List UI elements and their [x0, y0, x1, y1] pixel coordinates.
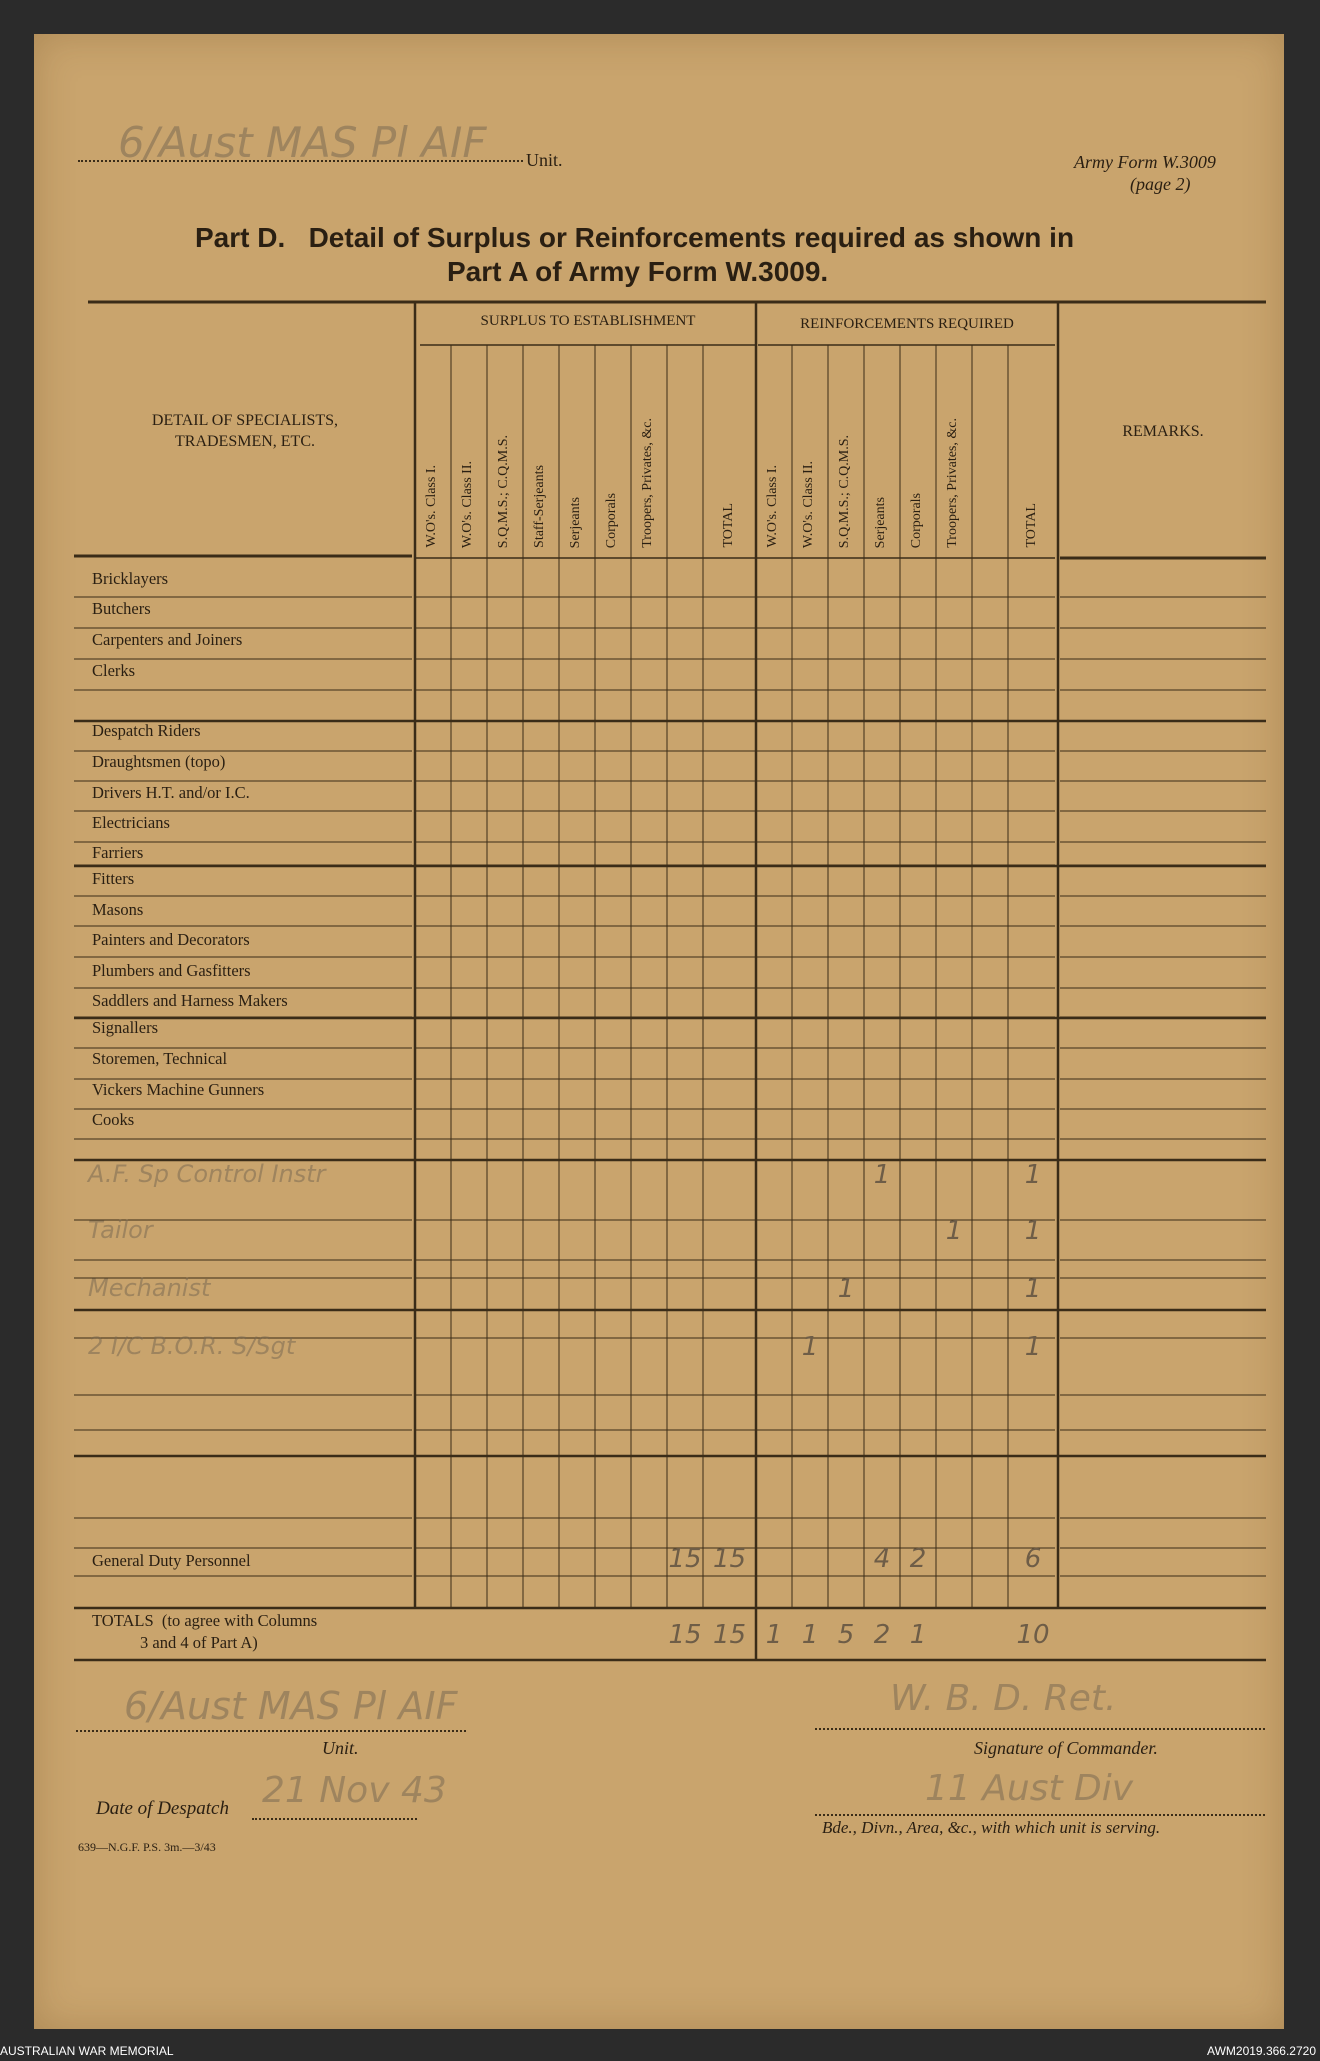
formation-label: Bde., Divn., Area, &c., with which unit is serving. [822, 1818, 1161, 1837]
cell-value-r-serjeants: 1 [873, 1160, 891, 1190]
print-code: 639—N.G.F. P.S. 3m.—3/43 [78, 1840, 216, 1854]
archive-left-caption: AUSTRALIAN WAR MEMORIAL [0, 2044, 174, 2058]
reinforcement-col-header: Troopers, Privates, &c. [945, 418, 960, 548]
cell-value-r-total: 1 [1024, 1274, 1042, 1304]
reinforcement-col-header: W.O's. Class I. [765, 465, 780, 548]
cell-value-r-total: 1 [1024, 1160, 1042, 1190]
archive-right-caption: AWM2019.366.2720 [1207, 2044, 1316, 2058]
row-label: Butchers [92, 599, 151, 618]
footer-unit-label: Unit. [322, 1738, 359, 1758]
surplus-col-header: Staff-Serjeants [532, 465, 547, 548]
cell-value-s-troopers: 15 [668, 1544, 702, 1574]
surplus-col-header: Troopers, Privates, &c. [640, 418, 655, 548]
reinforcement-col-header: Serjeants [873, 496, 888, 548]
row-label: Draughtsmen (topo) [92, 752, 226, 771]
formation-line [815, 1814, 1265, 1816]
row-label: Storemen, Technical [92, 1049, 228, 1068]
surplus-col-header: Serjeants [568, 496, 583, 548]
form-page: (page 2) [1130, 174, 1191, 194]
form-name: Army Form W.3009 [1074, 152, 1216, 172]
signature-handwritten: W. B. D. Ret. [890, 1678, 1117, 1719]
row-label: Vickers Machine Gunners [92, 1080, 265, 1099]
cell-value-s-total: 15 [712, 1544, 747, 1574]
row-label: Masons [92, 900, 144, 919]
surplus-col-header: Corporals [604, 492, 619, 548]
despatch-label: Date of Despatch [96, 1798, 229, 1819]
surplus-col-header: W.O's. Class I. [424, 465, 439, 548]
row-label: Carpenters and Joiners [92, 630, 243, 649]
detail-header-line2: TRADESMEN, ETC. [175, 433, 315, 450]
row-label: Clerks [92, 661, 136, 680]
signature-line [815, 1728, 1265, 1730]
footer-unit-line [76, 1730, 466, 1732]
surplus-col-header: TOTAL [720, 503, 736, 548]
surplus-header: SURPLUS TO ESTABLISHMENT [480, 313, 696, 329]
general-duty-label: General Duty Personnel [92, 1551, 251, 1570]
reinforcement-col-header: TOTAL [1024, 503, 1039, 548]
cell-value-r-corporals: 2 [909, 1544, 927, 1574]
row-label: Plumbers and Gasfitters [92, 961, 251, 980]
header-unit-handwritten: 6/Aust MAS Pl AIF [118, 118, 487, 167]
cell-value-r-total: 1 [1024, 1332, 1042, 1362]
row-label: Saddlers and Harness Makers [92, 991, 288, 1010]
detail-header-line1: DETAIL OF SPECIALISTS, [151, 412, 339, 429]
cell-value-r-corporals: 1 [909, 1620, 927, 1650]
surplus-col-header: W.O's. Class II. [460, 460, 475, 548]
cell-value-r-serjeants: 4 [873, 1544, 891, 1574]
form-title-line1: Part D. Detail of Surplus or Reinforcements required as shown in [195, 222, 1075, 253]
cell-value-r-troopers: 1 [945, 1216, 963, 1246]
cell-value-r-sqms: 5 [837, 1620, 855, 1650]
totals-label-line1: TOTALS (to agree with Columns [92, 1611, 318, 1630]
handwritten-row-label: 2 I/C B.O.R. S/Sgt [88, 1332, 296, 1360]
cell-value-r-wo2: 1 [801, 1332, 819, 1362]
surplus-col-header: S.Q.M.S.; C.Q.M.S. [496, 434, 511, 548]
handwritten-row-label: Mechanist [88, 1274, 211, 1302]
handwritten-row-label: A.F. Sp Control Instr [88, 1160, 326, 1188]
row-label: Farriers [92, 843, 144, 862]
handwritten-row-label: Tailor [88, 1216, 153, 1244]
reinforcement-col-header: W.O's. Class II. [801, 460, 816, 548]
cell-value-r-total: 6 [1024, 1544, 1042, 1574]
row-label: Electricians [92, 813, 170, 832]
cell-value-r-total: 1 [1024, 1216, 1042, 1246]
reinforcement-col-header: S.Q.M.S.; C.Q.M.S. [837, 434, 852, 548]
reinforcement-col-header: Corporals [909, 492, 924, 548]
remarks-header: REMARKS. [1122, 423, 1204, 440]
row-label: Painters and Decorators [92, 930, 250, 949]
cell-value-r-serjeants: 2 [873, 1620, 891, 1650]
totals-label [92, 1610, 412, 1654]
totals-label-line2: 3 and 4 of Part A) [140, 1633, 258, 1652]
cell-value-r-wo2: 1 [801, 1620, 819, 1650]
signature-label: Signature of Commander. [974, 1738, 1158, 1758]
row-label: Drivers H.T. and/or I.C. [92, 783, 250, 802]
form-title-line2: Part A of Army Form W.3009. [447, 256, 829, 287]
header-unit-label: Unit. [526, 150, 563, 170]
despatch-line [252, 1818, 417, 1820]
row-label: Cooks [92, 1110, 135, 1129]
formation-handwritten: 11 Aust Div [925, 1768, 1134, 1809]
cell-value-s-total: 15 [712, 1620, 747, 1650]
row-label: Signallers [92, 1018, 158, 1037]
despatch-handwritten: 21 Nov 43 [262, 1770, 447, 1811]
cell-value-r-sqms: 1 [837, 1274, 855, 1304]
row-label: Bricklayers [92, 569, 169, 588]
cell-value-r-total: 10 [1016, 1620, 1050, 1650]
detail-header [100, 410, 390, 452]
reinforcements-header: REINFORCEMENTS REQUIRED [800, 316, 1014, 332]
row-label: Fitters [92, 869, 135, 888]
cell-value-r-wo1: 1 [765, 1620, 783, 1650]
cell-value-s-troopers: 15 [668, 1620, 702, 1650]
row-label: Despatch Riders [92, 721, 201, 740]
footer-unit-handwritten: 6/Aust MAS Pl AIF [124, 1684, 458, 1728]
